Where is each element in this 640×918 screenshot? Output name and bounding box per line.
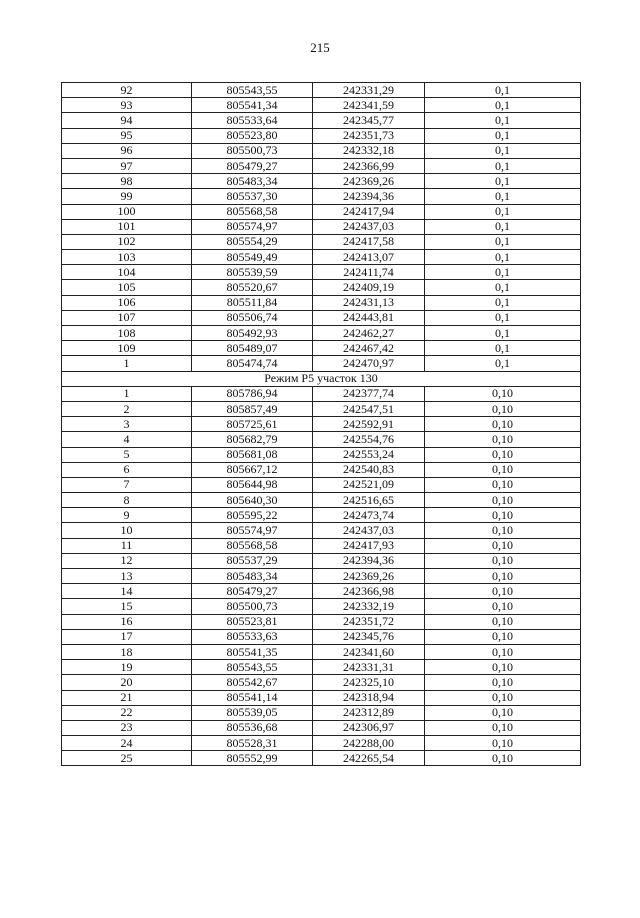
x-coordinate-cell: 805682,79 — [192, 432, 313, 447]
value-cell: 0,10 — [425, 675, 581, 690]
value-cell: 0,1 — [425, 295, 581, 310]
y-coordinate-cell: 242516,65 — [313, 493, 425, 508]
y-coordinate-cell: 242553,24 — [313, 447, 425, 462]
x-coordinate-cell: 805500,73 — [192, 599, 313, 614]
table-row — [62, 432, 581, 447]
x-coordinate-cell: 805542,67 — [192, 675, 313, 690]
point-number-cell: 19 — [62, 660, 192, 675]
x-coordinate-cell: 805681,08 — [192, 447, 313, 462]
table-row — [62, 143, 581, 158]
table-row — [62, 128, 581, 143]
value-cell: 0,10 — [425, 523, 581, 538]
x-coordinate-cell: 805523,80 — [192, 128, 313, 143]
x-coordinate-cell: 805474,74 — [192, 356, 313, 371]
x-coordinate-cell: 805568,58 — [192, 204, 313, 219]
y-coordinate-cell: 242473,74 — [313, 508, 425, 523]
table-row — [62, 280, 581, 295]
point-number-cell: 8 — [62, 493, 192, 508]
table-row — [62, 113, 581, 128]
table-row — [62, 538, 581, 553]
y-coordinate-cell: 242521,09 — [313, 477, 425, 492]
y-coordinate-cell: 242554,76 — [313, 432, 425, 447]
value-cell: 0,10 — [425, 614, 581, 629]
x-coordinate-cell: 805552,99 — [192, 751, 313, 766]
table-row — [62, 447, 581, 462]
y-coordinate-cell: 242331,31 — [313, 660, 425, 675]
point-number-cell: 21 — [62, 690, 192, 705]
value-cell: 0,10 — [425, 401, 581, 416]
y-coordinate-cell: 242467,42 — [313, 341, 425, 356]
y-coordinate-cell: 242318,94 — [313, 690, 425, 705]
table-row — [62, 705, 581, 720]
table-row — [62, 553, 581, 568]
point-number-cell: 18 — [62, 644, 192, 659]
point-number-cell: 24 — [62, 736, 192, 751]
table-row — [62, 720, 581, 735]
x-coordinate-cell: 805568,58 — [192, 538, 313, 553]
value-cell: 0,1 — [425, 158, 581, 173]
y-coordinate-cell: 242331,29 — [313, 83, 425, 98]
table-row — [62, 295, 581, 310]
value-cell: 0,1 — [425, 341, 581, 356]
y-coordinate-cell: 242409,19 — [313, 280, 425, 295]
table-row — [62, 736, 581, 751]
table-row — [62, 569, 581, 584]
value-cell: 0,1 — [425, 143, 581, 158]
value-cell: 0,10 — [425, 508, 581, 523]
x-coordinate-cell: 805857,49 — [192, 401, 313, 416]
x-coordinate-cell: 805543,55 — [192, 660, 313, 675]
point-number-cell: 109 — [62, 341, 192, 356]
table-row — [62, 158, 581, 173]
value-cell: 0,1 — [425, 113, 581, 128]
table-row — [62, 508, 581, 523]
value-cell: 0,10 — [425, 629, 581, 644]
y-coordinate-cell: 242312,89 — [313, 705, 425, 720]
table-row — [62, 523, 581, 538]
table-row — [62, 584, 581, 599]
value-cell: 0,10 — [425, 705, 581, 720]
value-cell: 0,10 — [425, 493, 581, 508]
value-cell: 0,1 — [425, 174, 581, 189]
y-coordinate-cell: 242332,18 — [313, 143, 425, 158]
section-header-row — [62, 371, 581, 386]
point-number-cell: 104 — [62, 265, 192, 280]
table-row — [62, 83, 581, 98]
section-header: Режим Р5 участок 130 — [62, 371, 581, 386]
table-row — [62, 356, 581, 371]
point-number-cell: 107 — [62, 310, 192, 325]
point-number-cell: 96 — [62, 143, 192, 158]
x-coordinate-cell: 805725,61 — [192, 417, 313, 432]
point-number-cell: 25 — [62, 751, 192, 766]
y-coordinate-cell: 242332,19 — [313, 599, 425, 614]
table-row — [62, 675, 581, 690]
value-cell: 0,1 — [425, 204, 581, 219]
x-coordinate-cell: 805520,67 — [192, 280, 313, 295]
point-number-cell: 3 — [62, 417, 192, 432]
y-coordinate-cell: 242417,58 — [313, 234, 425, 249]
point-number-cell: 13 — [62, 569, 192, 584]
x-coordinate-cell: 805483,34 — [192, 569, 313, 584]
value-cell: 0,1 — [425, 356, 581, 371]
value-cell: 0,1 — [425, 98, 581, 113]
point-number-cell: 17 — [62, 629, 192, 644]
y-coordinate-cell: 242306,97 — [313, 720, 425, 735]
x-coordinate-cell: 805539,05 — [192, 705, 313, 720]
point-number-cell: 101 — [62, 219, 192, 234]
point-number-cell: 98 — [62, 174, 192, 189]
y-coordinate-cell: 242377,74 — [313, 386, 425, 401]
point-number-cell: 105 — [62, 280, 192, 295]
value-cell: 0,10 — [425, 447, 581, 462]
y-coordinate-cell: 242413,07 — [313, 250, 425, 265]
page-number: 215 — [310, 40, 330, 55]
point-number-cell: 2 — [62, 401, 192, 416]
coordinates-table — [61, 82, 581, 766]
point-number-cell: 4 — [62, 432, 192, 447]
table-row — [62, 204, 581, 219]
table-row — [62, 462, 581, 477]
point-number-cell: 6 — [62, 462, 192, 477]
x-coordinate-cell: 805528,31 — [192, 736, 313, 751]
x-coordinate-cell: 805489,07 — [192, 341, 313, 356]
x-coordinate-cell: 805539,59 — [192, 265, 313, 280]
point-number-cell: 16 — [62, 614, 192, 629]
value-cell: 0,1 — [425, 128, 581, 143]
x-coordinate-cell: 805541,35 — [192, 644, 313, 659]
y-coordinate-cell: 242288,00 — [313, 736, 425, 751]
value-cell: 0,10 — [425, 462, 581, 477]
point-number-cell: 9 — [62, 508, 192, 523]
y-coordinate-cell: 242437,03 — [313, 219, 425, 234]
point-number-cell: 7 — [62, 477, 192, 492]
y-coordinate-cell: 242540,83 — [313, 462, 425, 477]
x-coordinate-cell: 805640,30 — [192, 493, 313, 508]
value-cell: 0,10 — [425, 736, 581, 751]
y-coordinate-cell: 242341,59 — [313, 98, 425, 113]
y-coordinate-cell: 242369,26 — [313, 174, 425, 189]
table-row — [62, 386, 581, 401]
value-cell: 0,1 — [425, 280, 581, 295]
value-cell: 0,10 — [425, 599, 581, 614]
point-number-cell: 97 — [62, 158, 192, 173]
x-coordinate-cell: 805644,98 — [192, 477, 313, 492]
point-number-cell: 106 — [62, 295, 192, 310]
point-number-cell: 11 — [62, 538, 192, 553]
table-row — [62, 265, 581, 280]
y-coordinate-cell: 242369,26 — [313, 569, 425, 584]
point-number-cell: 5 — [62, 447, 192, 462]
x-coordinate-cell: 805511,84 — [192, 295, 313, 310]
point-number-cell: 94 — [62, 113, 192, 128]
x-coordinate-cell: 805554,29 — [192, 234, 313, 249]
x-coordinate-cell: 805500,73 — [192, 143, 313, 158]
y-coordinate-cell: 242351,72 — [313, 614, 425, 629]
value-cell: 0,1 — [425, 310, 581, 325]
value-cell: 0,10 — [425, 386, 581, 401]
y-coordinate-cell: 242351,73 — [313, 128, 425, 143]
point-number-cell: 1 — [62, 356, 192, 371]
point-number-cell: 10 — [62, 523, 192, 538]
x-coordinate-cell: 805786,94 — [192, 386, 313, 401]
point-number-cell: 1 — [62, 386, 192, 401]
y-coordinate-cell: 242325,10 — [313, 675, 425, 690]
table-row — [62, 189, 581, 204]
x-coordinate-cell: 805541,34 — [192, 98, 313, 113]
table-row — [62, 493, 581, 508]
table-row — [62, 341, 581, 356]
value-cell: 0,10 — [425, 584, 581, 599]
table-row — [62, 417, 581, 432]
point-number-cell: 20 — [62, 675, 192, 690]
y-coordinate-cell: 242341,60 — [313, 644, 425, 659]
y-coordinate-cell: 242443,81 — [313, 310, 425, 325]
y-coordinate-cell: 242417,93 — [313, 538, 425, 553]
x-coordinate-cell: 805483,34 — [192, 174, 313, 189]
x-coordinate-cell: 805543,55 — [192, 83, 313, 98]
x-coordinate-cell: 805595,22 — [192, 508, 313, 523]
y-coordinate-cell: 242366,98 — [313, 584, 425, 599]
value-cell: 0,1 — [425, 83, 581, 98]
table-row — [62, 174, 581, 189]
table-row — [62, 751, 581, 766]
y-coordinate-cell: 242366,99 — [313, 158, 425, 173]
table-row — [62, 690, 581, 705]
value-cell: 0,1 — [425, 326, 581, 341]
x-coordinate-cell: 805549,49 — [192, 250, 313, 265]
y-coordinate-cell: 242470,97 — [313, 356, 425, 371]
y-coordinate-cell: 242265,54 — [313, 751, 425, 766]
value-cell: 0,10 — [425, 477, 581, 492]
point-number-cell: 99 — [62, 189, 192, 204]
y-coordinate-cell: 242345,76 — [313, 629, 425, 644]
value-cell: 0,1 — [425, 219, 581, 234]
value-cell: 0,10 — [425, 432, 581, 447]
table-row — [62, 614, 581, 629]
point-number-cell: 108 — [62, 326, 192, 341]
y-coordinate-cell: 242547,51 — [313, 401, 425, 416]
table-row — [62, 629, 581, 644]
point-number-cell: 100 — [62, 204, 192, 219]
table-row — [62, 477, 581, 492]
value-cell: 0,10 — [425, 417, 581, 432]
x-coordinate-cell: 805574,97 — [192, 523, 313, 538]
point-number-cell: 93 — [62, 98, 192, 113]
x-coordinate-cell: 805537,29 — [192, 553, 313, 568]
x-coordinate-cell: 805667,12 — [192, 462, 313, 477]
table-row — [62, 660, 581, 675]
point-number-cell: 102 — [62, 234, 192, 249]
value-cell: 0,10 — [425, 553, 581, 568]
value-cell: 0,10 — [425, 690, 581, 705]
value-cell: 0,1 — [425, 265, 581, 280]
point-number-cell: 95 — [62, 128, 192, 143]
value-cell: 0,10 — [425, 751, 581, 766]
x-coordinate-cell: 805574,97 — [192, 219, 313, 234]
table-row — [62, 250, 581, 265]
x-coordinate-cell: 805479,27 — [192, 158, 313, 173]
table-row — [62, 219, 581, 234]
point-number-cell: 22 — [62, 705, 192, 720]
value-cell: 0,10 — [425, 569, 581, 584]
value-cell: 0,1 — [425, 250, 581, 265]
table-row — [62, 644, 581, 659]
section-header-group — [62, 371, 581, 386]
y-coordinate-cell: 242431,13 — [313, 295, 425, 310]
x-coordinate-cell: 805479,27 — [192, 584, 313, 599]
coordinates-table-part2 — [62, 386, 581, 766]
y-coordinate-cell: 242345,77 — [313, 113, 425, 128]
table-row — [62, 234, 581, 249]
y-coordinate-cell: 242462,27 — [313, 326, 425, 341]
x-coordinate-cell: 805492,93 — [192, 326, 313, 341]
value-cell: 0,10 — [425, 538, 581, 553]
coordinates-table-part1 — [62, 83, 581, 372]
y-coordinate-cell: 242437,03 — [313, 523, 425, 538]
table-row — [62, 326, 581, 341]
x-coordinate-cell: 805536,68 — [192, 720, 313, 735]
value-cell: 0,10 — [425, 644, 581, 659]
y-coordinate-cell: 242411,74 — [313, 265, 425, 280]
value-cell: 0,1 — [425, 189, 581, 204]
point-number-cell: 15 — [62, 599, 192, 614]
value-cell: 0,1 — [425, 234, 581, 249]
y-coordinate-cell: 242417,94 — [313, 204, 425, 219]
x-coordinate-cell: 805533,64 — [192, 113, 313, 128]
x-coordinate-cell: 805523,81 — [192, 614, 313, 629]
table-row — [62, 599, 581, 614]
x-coordinate-cell: 805541,14 — [192, 690, 313, 705]
point-number-cell: 92 — [62, 83, 192, 98]
x-coordinate-cell: 805506,74 — [192, 310, 313, 325]
x-coordinate-cell: 805537,30 — [192, 189, 313, 204]
table-row — [62, 98, 581, 113]
point-number-cell: 14 — [62, 584, 192, 599]
value-cell: 0,10 — [425, 660, 581, 675]
point-number-cell: 12 — [62, 553, 192, 568]
point-number-cell: 23 — [62, 720, 192, 735]
x-coordinate-cell: 805533,63 — [192, 629, 313, 644]
y-coordinate-cell: 242394,36 — [313, 189, 425, 204]
value-cell: 0,10 — [425, 720, 581, 735]
y-coordinate-cell: 242394,36 — [313, 553, 425, 568]
point-number-cell: 103 — [62, 250, 192, 265]
y-coordinate-cell: 242592,91 — [313, 417, 425, 432]
table-row — [62, 401, 581, 416]
table-row — [62, 310, 581, 325]
